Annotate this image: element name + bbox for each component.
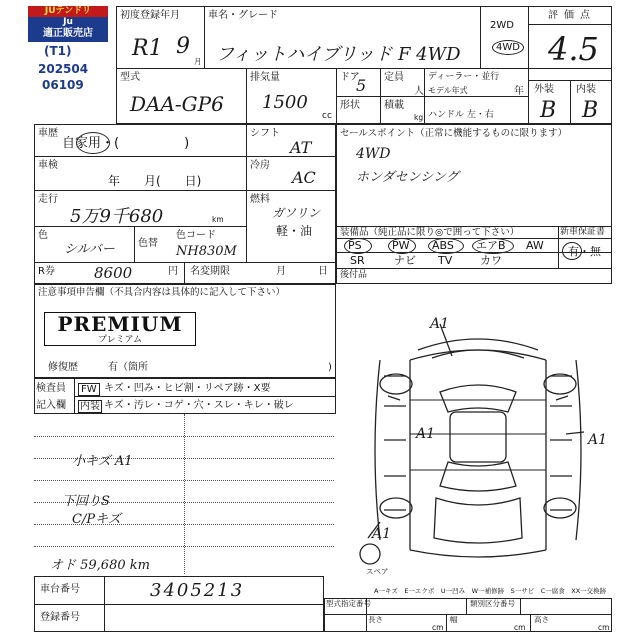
car-name-label: 車名・グレード [208,10,278,21]
door-label: ドア [340,72,360,83]
interior-box-label: 内装 [80,401,100,412]
post-install-label: 後付品 [340,270,368,280]
note-line-2: 下回りS [62,494,110,509]
inspection-value: 年 月( 日) [108,174,202,188]
width-unit: cm [514,623,526,632]
warranty-label: 新車保証書 [560,227,606,237]
entry-label: 記入欄 [36,400,66,411]
form-cert-label: 型式指定番号 [326,599,371,608]
model-label: 型式 [120,72,140,83]
first-reg-label: 初度登録年月 [120,10,180,21]
dealer-code: (T1) [44,44,72,58]
color-code-value: NH830M [176,244,237,259]
aircon-value: AC [292,168,316,187]
length-unit: cm [432,623,444,632]
month-unit-first-reg: 月 [194,57,202,66]
equip-abs: ABS [432,239,454,252]
warranty-value: 有・無 [568,245,601,258]
capacity-label: 定員 [384,72,404,83]
notes-label: 注意事項申告欄（不具合内容は具体的に記入して下さい） [38,287,286,298]
diagram-a1-rear: A1 [372,526,392,542]
dealer-date-2: 06109 [42,78,84,92]
aircon-label: 冷房 [250,160,270,171]
dealer-logo [28,6,108,42]
first-reg-year: R1 [132,36,163,61]
note-line-4: オド 59,680 km [50,558,150,573]
color-value: シルバー [64,242,115,257]
score-value: 4.5 [548,30,599,68]
name-change-label: 名変期限 [190,266,230,277]
model-value: DAA-GP6 [130,92,224,116]
damage-legend: A一キズ E一エクボ U一凹み W一補修跡 S一サビ C一腐食 XX一交換跡 [374,587,607,595]
drive-2wd: 2WD [490,20,514,31]
equip-ps: PS [348,239,362,252]
equip-ps-circle [344,238,372,254]
fw-items: キズ・凹み・ヒビ割・リペア跡・X要 [104,383,271,394]
yen-label: 円 [168,266,178,277]
width-label: 幅 [450,615,458,624]
dealer-brand: JUテンドリ [28,6,108,17]
diagram-a1-right: A1 [588,432,608,448]
note-line-3: C/Pキズ [72,512,121,527]
inspection-label: 車検 [38,160,58,171]
equip-navi: ナビ [394,254,416,267]
first-reg-month: 9 [176,34,190,59]
color-change-label: 色替 [138,238,158,249]
equipment-label: 装備品（純正品に限り◎で囲って下さい） [340,227,520,238]
usage-label: 車歴 [38,128,58,139]
premium-sub: プレミアム [97,335,142,345]
doors-value: 5 [356,76,367,95]
car-name-value: フィットハイブリッド F 4WD [216,44,461,65]
shift-label: シフト [250,128,280,139]
equip-pw: PW [392,239,410,252]
usage-options: 自家用・( ) [62,136,190,151]
equip-leather: カワ [480,254,502,267]
diagram-a1-left: A1 [416,426,436,442]
exterior-label: 外装 [534,84,554,95]
premium-stamp [44,312,196,346]
drive-4wd: 4WD [492,40,524,55]
mileage-value: 5万9千680 [70,206,164,227]
equip-tv: TV [438,254,453,267]
dealer-date-1: 202504 [38,62,89,76]
shift-value: AT [290,138,312,157]
premium-title: PREMIUM [57,312,183,336]
sales-point-label: セールスポイント（正常に機能するものに限ります） [340,128,568,139]
sales-point-2: ホンダセンシング [356,170,459,185]
equip-pw-circle [388,238,416,254]
dealer-name: 適正販売店 [43,28,93,39]
grade-interior: B [582,98,599,123]
person-label: 人 [414,86,424,97]
recycle-value: 8600 [94,264,133,282]
name-change-day: 日 [318,266,328,277]
repair-close-paren: ) [328,362,332,373]
height-unit: cm [598,623,610,632]
dealer-short: Ju [63,17,73,27]
cc-unit: cc [322,111,332,121]
fuel-label: 燃料 [250,194,270,205]
regno-label: 登録番号 [40,612,80,623]
displacement-value: 1500 [262,92,308,113]
loading-label: 積載 [384,100,404,111]
fuel-value: ガソリン [272,206,321,220]
year-unit: 年 [514,86,524,97]
km-label: km [212,215,224,224]
light-oil-label: 軽・油 [276,224,313,238]
equip-airbag: エアB [476,239,506,252]
displacement-label: 排気量 [250,72,280,83]
kg-label: kg [414,113,424,122]
shape-label: 形状 [340,100,360,111]
model-year-label: モデル年式 [428,86,468,95]
chassis-value: 3405213 [150,580,245,601]
class-no-label: 類別区分番号 [470,599,515,608]
repair-label: 修復歴 [48,362,78,373]
interior-items: キズ・汚レ・コゲ・穴・スレ・キレ・破レ [104,400,294,411]
score-title: 評価点 [548,10,596,21]
chassis-label: 車台番号 [40,584,80,595]
recycle-label: R券 [38,266,55,277]
name-change-month: 月 [276,266,286,277]
handle-label: ハンドル 左・右 [428,110,494,120]
spare-label: スペア [366,567,389,576]
sales-point-1: 4WD [356,146,391,162]
warranty-circle [562,242,582,260]
dealer-import-label: ディーラー・並行 [428,72,500,82]
note-line-1: 小キズ A1 [72,454,133,469]
length-label: 長さ [368,615,383,624]
color-code-label: 色コード [176,230,216,241]
mileage-label: 走行 [38,194,58,205]
equip-sr: SR [350,254,365,267]
repair-value: 有（箇所 [108,362,148,373]
grade-exterior: B [540,98,557,123]
usage-circle [76,132,110,154]
color-label: 色 [38,230,48,241]
fw-label: FW [78,383,100,396]
equip-abs-circle [428,238,464,254]
inspector-label: 検査員 [36,383,66,394]
diagram-a1-front: A1 [430,316,450,332]
equip-airbag-circle [472,238,514,254]
equip-aw: AW [526,239,544,252]
height-label: 高さ [534,615,549,624]
interior-label: 内装 [576,84,596,95]
